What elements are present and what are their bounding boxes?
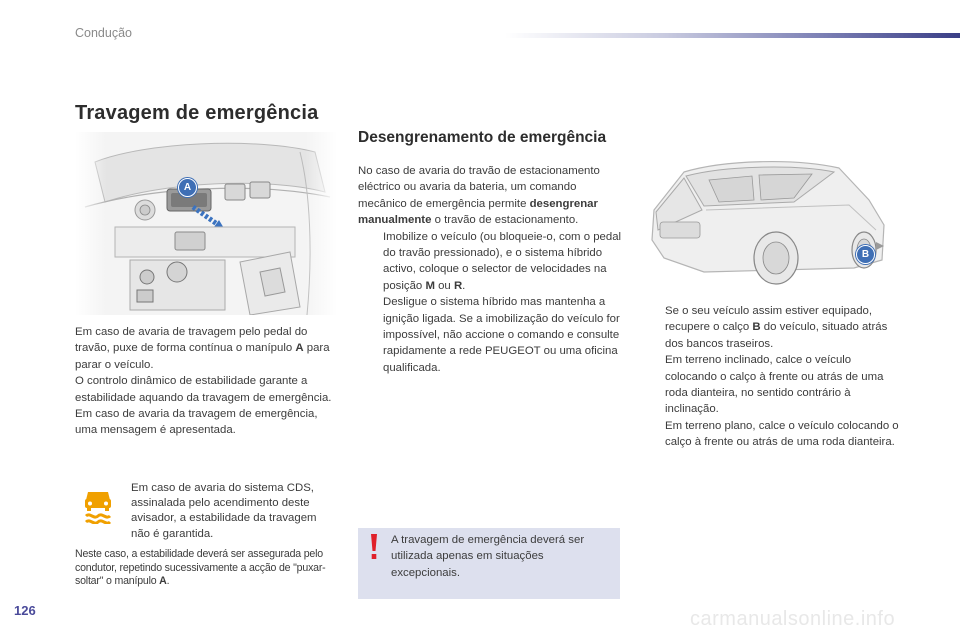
page-number: 126 — [14, 603, 36, 618]
paragraph-2: O controlo dinâmico de estabilidade garante a estabilidade aquando da travagem de emergência. — [75, 375, 332, 404]
label-a-badge: A — [178, 178, 197, 197]
page-title: Travagem de emergência — [75, 102, 319, 124]
watermark: carmanualsonline.info — [690, 608, 896, 630]
bullet-immobilize: Imobilize o veículo (ou bloqueie-o, com o pedal do travão pressionado), e o sistema híbrido activo, coloque o selector de velocidades na posição M ou R. — [383, 230, 622, 292]
right-text — [640, 303, 902, 451]
section-label: Condução — [75, 26, 132, 40]
bullet-switch-off: Desligue o sistema híbrido mas mantenha a ignição ligada. Se a imobilização do veículo for impossível, não accione o comando e consulte rapidamente a rede PEUGEOT ou uma oficina qualificada. — [383, 296, 620, 374]
cds-note: Em caso de avaria do sistema CDS, assinalada pelo acendimento deste avisador, a estabilidade da travagem não é garantida. — [131, 482, 317, 540]
intro-paragraph: No caso de avaria do travão de estacionamento eléctrico ou avaria da bateria, um comando mecânico de emergência permite desengrenar manualmente o travão de estacionamento. — [358, 165, 600, 227]
paragraph-1: Em caso de avaria de travagem pelo pedal do travão, puxe de forma contínua o manípulo A para parar o veículo. — [75, 326, 330, 371]
bullet-inclined-terrain: Em terreno inclinado, calce o veículo colocando o calço à frente ou atrás de uma roda dianteira, no sentido contrário à inclinação. — [665, 354, 884, 416]
cds-warning-icon — [82, 488, 114, 524]
car-illustration — [644, 150, 894, 290]
bullet-recover-wedge: Se o seu veículo assim estiver equipado, recupere o calço B do veículo, situado atrás dos bancos traseiros. — [665, 305, 888, 350]
header-bar — [505, 33, 960, 38]
left-paragraphs — [75, 324, 337, 439]
label-b-badge: B — [856, 245, 875, 264]
paragraph-3: Em caso de avaria da travagem de emergência, uma mensagem é apresentada. — [75, 408, 318, 437]
dashboard-illustration — [75, 132, 337, 315]
left-footer-note: Neste caso, a estabilidade deverá ser assegurada pelo condutor, repetindo sucessivamente a acção de "puxar-soltar" o manípulo A. — [75, 548, 326, 587]
section-heading: Desengrenamento de emergência — [358, 129, 607, 146]
flat-terrain-paragraph: Em terreno plano, calce o veículo colocando o calço à frente ou atrás de uma roda dianteira. — [665, 419, 899, 449]
middle-text — [358, 163, 623, 376]
exclamation-icon — [369, 534, 379, 560]
warning-text: A travagem de emergência deverá ser utilizada apenas em situações excepcionais. — [391, 534, 585, 579]
